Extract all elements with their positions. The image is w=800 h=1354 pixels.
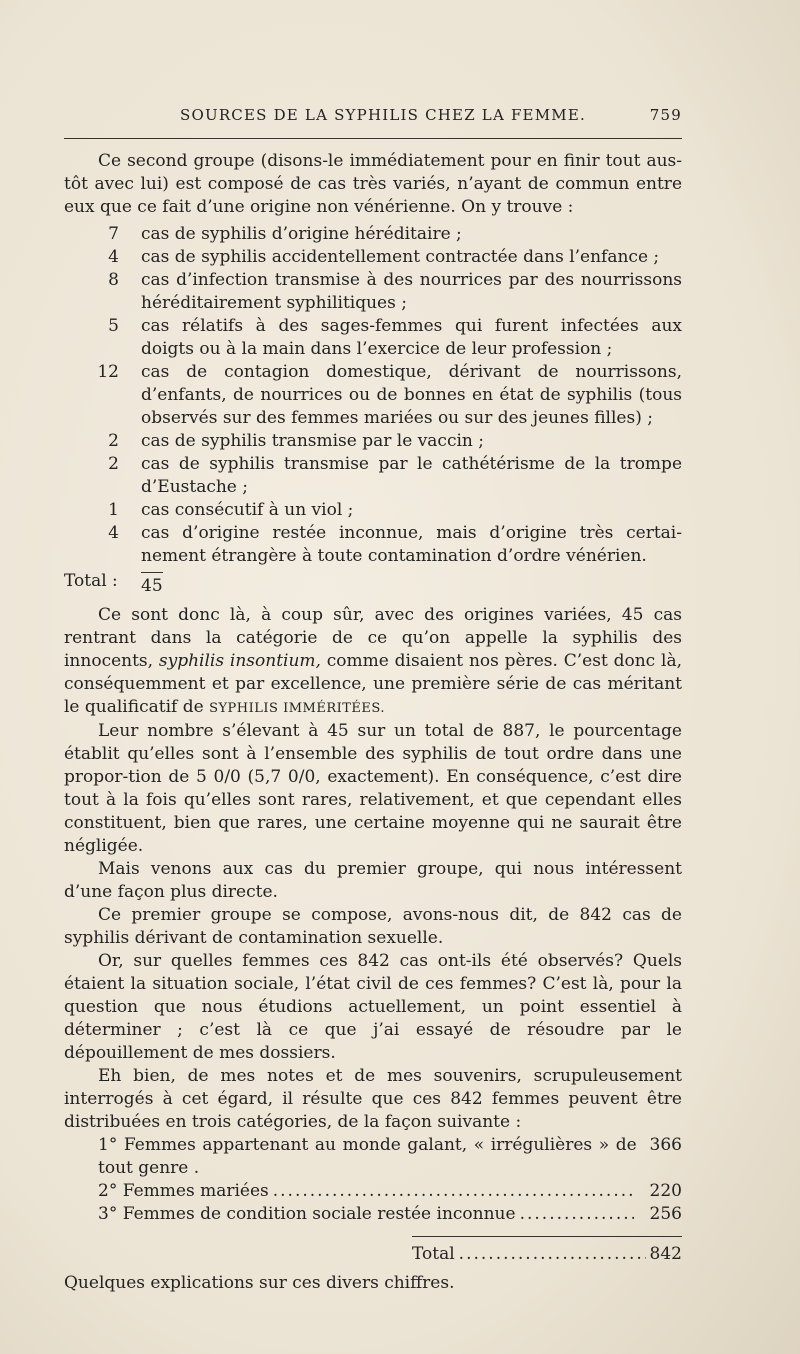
cases-total	[64, 570, 682, 598]
list-item: 8 cas d’infection transmise à des nourrices par des nourrissons héréditairement syphilitiques ;	[108, 270, 682, 313]
page-number: 759	[649, 106, 682, 124]
paragraph-categories: Eh bien, de mes notes et de mes souvenirs, scrupuleusement interrogés à cet égard, il résulte que ces 842 femmes peuvent être distribuées en trois catégories, de la façon suivante :	[64, 1066, 682, 1132]
list-item: 5 cas rélatifs à des sages-femmes qui furent infectées aux doigts ou à la main dans l’exercice de leur profession ;	[108, 316, 682, 359]
list-item: 2 cas de syphilis transmise par le vaccin ;	[108, 431, 484, 451]
list-item: 12 cas de contagion domestique, dérivant de nourrissons, d’enfants, de nourrices ou de bonnes en état de syphilis (tous observés sur des femmes mariées ou sur des jeunes filles) ;	[97, 362, 682, 428]
list-item: 4 cas de syphilis accidentellement contractée dans l’enfance ;	[108, 247, 660, 267]
paragraph-percentage: Leur nombre s’élevant à 45 sur un total de 887, le pourcentage établit qu’elles sont à l’ensemble des syphilis de tout ordre dans une propor-tion de 5 0/0 (5,7 0/0, exactement). En conséquence, c’est dire tout à la fois qu’elles sont rares, relativement, et que cependant elles constituent, bien que rares, une certaine moyenne qui ne saurait être négligée.	[64, 721, 682, 856]
paragraph-innocents: Ce sont donc là, à coup sûr, avec des origines variées, 45 cas rentrant dans la catégorie de ce qu’on appelle la syphilis des innocents, syphilis insontium, comme disaient nos pères. C’est donc là, conséquemment et par excellence, une première série de cas méritant le qualificatif de SYPHILIS IMMÉRITÉES.	[64, 605, 682, 717]
grand-total-label: Total	[412, 1244, 455, 1264]
paragraph-question: Or, sur quelles femmes ces 842 cas ont-ils été observés? Quels étaient la situation sociale, l’état civil de ces femmes? C’est là, pour la question que nous étudions actuellement, un point essentiel à déterminer ; c’est là ce que j’ai essayé de résoudre par le dépouillement de mes dossiers.	[64, 951, 682, 1063]
category-row: 1° Femmes appartenant au monde galant, « irrégulières » de tout genre . 366	[98, 1135, 682, 1178]
total-label: Total :	[64, 571, 118, 591]
paragraph-first-group: Mais venons aux cas du premier groupe, qui nous intéressent d’une façon plus directe.	[64, 859, 682, 902]
total-value: 45	[141, 572, 163, 598]
closing-line: Quelques explications sur ces divers chiffres.	[64, 1273, 455, 1293]
running-title: SOURCES DE LA SYPHILIS CHEZ LA FEMME.	[180, 106, 586, 124]
running-header	[64, 106, 682, 124]
list-item: 1 cas consécutif à un viol ;	[108, 500, 354, 520]
list-item: 4 cas d’origine restée inconnue, mais d’origine très certai-nement étrangère à toute contamination d’ordre vénérien.	[108, 523, 682, 566]
list-item: 7 cas de syphilis d’origine héréditaire ;	[108, 224, 462, 244]
paragraph-842-cases: Ce premier groupe se compose, avons-nous dit, de 842 cas de syphilis dérivant de contamination sexuelle.	[64, 905, 682, 948]
page-body	[64, 150, 682, 1295]
cases-list	[64, 223, 682, 568]
grand-total	[64, 1236, 682, 1266]
header-rule	[64, 138, 682, 139]
category-row: 3° Femmes de condition sociale restée inconnue ..... 256	[64, 1203, 682, 1226]
grand-total-value: 842	[649, 1244, 682, 1264]
intro-paragraph: Ce second groupe (disons-le immédiatement pour en finir tout aus-tôt avec lui) est composé de cas très variés, n’ayant de commun entre eux que ce fait d’une origine non vénérienne. On y trouve :	[64, 151, 682, 217]
category-row: 2° Femmes mariées ..... 220	[64, 1180, 682, 1203]
list-item: 2 cas de syphilis transmise par le cathétérisme de la trompe d’Eustache ;	[108, 454, 682, 497]
